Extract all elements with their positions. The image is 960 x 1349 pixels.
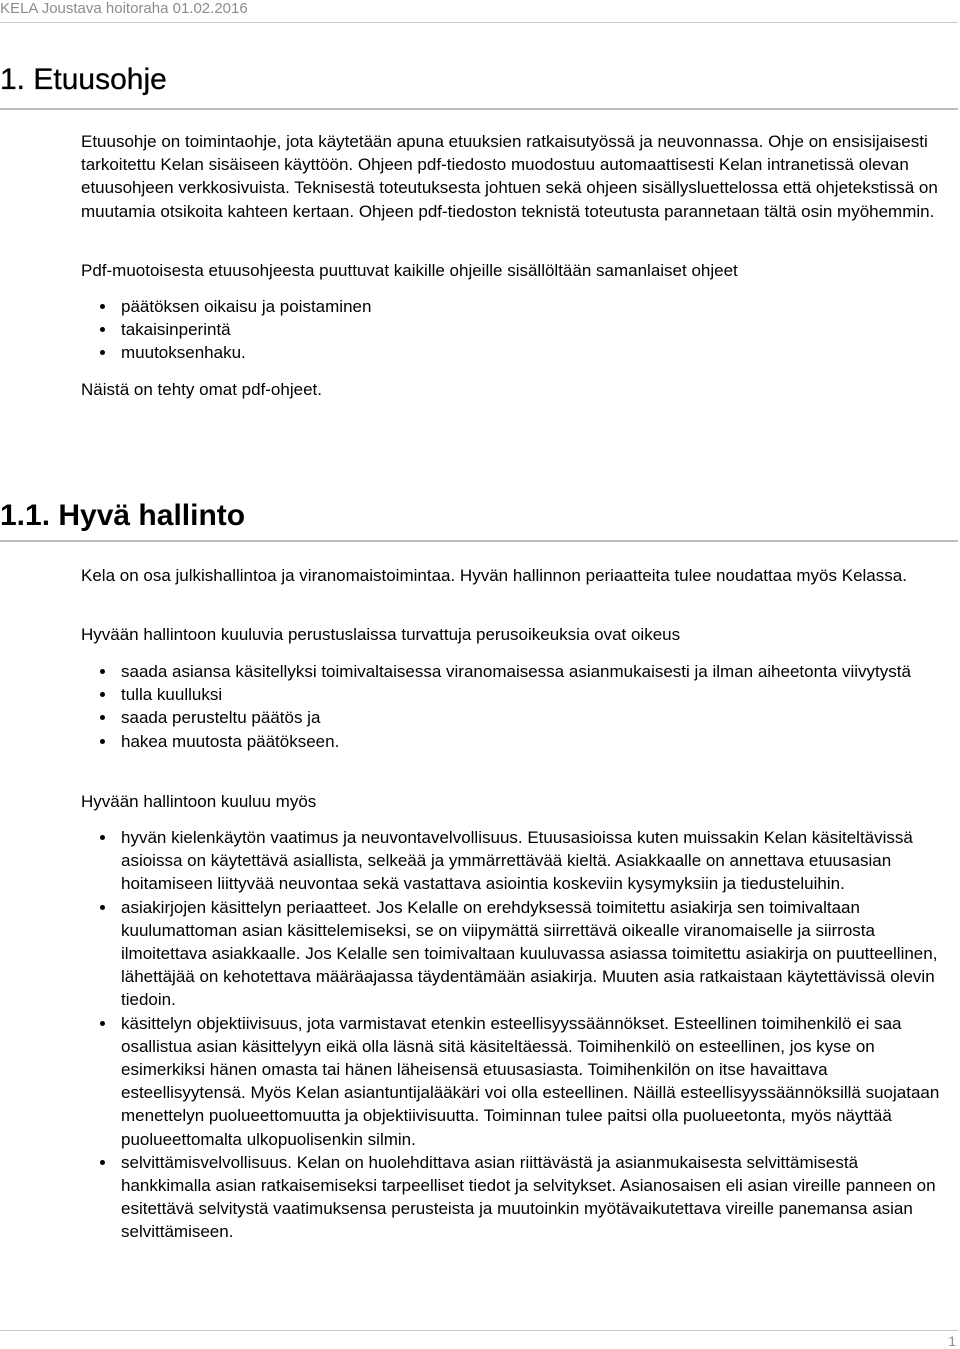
list-item: käsittelyn objektiivisuus, jota varmistavat etenkin esteellisyyssäännökset. Esteellinen toimihenkilö ei saa osallistua asian käsittelyyn eikä olla läsnä sitä käsiteltäessä. Toimihenkilö on esteellinen, jos kyse on esimerkiksi hänen omasta tai hänen läheisensä etuusasiasta. Toimihenkilön on itse havaittava esteellisyytensä. Myös Kelan asiantuntijalääkäri voi olla esteellinen. Näillä esteellisyyssäännöksillä suojataan menettelyn puolueettomuutta ja objektiivisuutta. Toiminnan tulee paitsi olla puolueetonta, myös näyttää puolueettomalta ulkopuolisenkin silmin. xyxy=(81,1012,947,1151)
bullet-icon xyxy=(100,304,105,309)
list-item: selvittämisvelvollisuus. Kelan on huolehdittava asian riittävästä ja asianmukaisesta selvittämisestä hankkimalla asian ratkaisemiseksi tarpeelliset tiedot ja selvitykset. Asianosaisen eli asian vireille panneen on esitettävä selvitystä vaatimuksensa perusteista ja muutoinkin myötävaikutettava vireille panemansa asian selvittämiseen. xyxy=(81,1151,947,1244)
header-divider xyxy=(0,22,958,23)
list-item: takaisinperintä xyxy=(81,318,947,341)
bullet-icon xyxy=(100,835,105,840)
bullet-icon xyxy=(100,350,105,355)
list-item: muutoksenhaku. xyxy=(81,341,947,364)
missing-guides-list xyxy=(81,295,947,365)
list-item: tulla kuulluksi xyxy=(81,683,947,706)
basic-rights-lead: Hyvään hallintoon kuuluvia perustuslaissa turvattuja perusoikeuksia ovat oikeus xyxy=(81,625,681,644)
bullet-icon xyxy=(100,1160,105,1165)
heading-etuusohje: 1. Etuusohje xyxy=(0,63,167,96)
running-header: KELA Joustava hoitoraha 01.02.2016 xyxy=(0,0,248,17)
intro-paragraph: Etuusohje on toimintaohje, jota käytetään apuna etuuksien ratkaisutyössä ja neuvonnassa. Ohje on ensisijaisesti tarkoitettu Kelan sisäiseen käyttöön. Ohjeen pdf-tiedosto muodostuu automaattisesti Kelan intranetissä olevan etuusohjeen verkkosivuista. Teknisestä toteutuksesta johtuen sekä ohjeen sisällysluettelossa että ohjetekstissä on muutamia otsikoita kahteen kertaan. Ohjeen pdf-tiedoston teknistä toteutusta parannetaan tältä osin myöhemmin. xyxy=(81,132,938,221)
list-item: hakea muutosta päätökseen. xyxy=(81,730,947,753)
basic-rights-list xyxy=(81,660,947,753)
heading-hyva-hallinto: 1.1. Hyvä hallinto xyxy=(0,499,246,532)
list-item: päätöksen oikaisu ja poistaminen xyxy=(81,295,947,318)
principles-list xyxy=(81,826,947,1244)
also-included-lead: Hyvään hallintoon kuuluu myös xyxy=(81,792,317,811)
heading-divider xyxy=(0,540,958,542)
bullet-icon xyxy=(100,692,105,697)
bullet-icon xyxy=(100,1021,105,1026)
bullet-icon xyxy=(100,669,105,674)
page-number: 1 xyxy=(948,1333,956,1349)
bullet-icon xyxy=(100,327,105,332)
good-governance-intro: Kela on osa julkishallintoa ja viranomaistoimintaa. Hyvän hallinnon periaatteita tulee noudattaa myös Kelassa. xyxy=(81,566,907,585)
bullet-icon xyxy=(100,715,105,720)
list-item: saada perusteltu päätös ja xyxy=(81,706,947,729)
list-item: saada asiansa käsitellyksi toimivaltaisessa viranomaisessa asianmukaisesti ja ilman aiheetonta viivytystä xyxy=(81,660,947,683)
heading-divider xyxy=(0,108,958,110)
footer-divider xyxy=(0,1330,958,1331)
list-item: hyvän kielenkäytön vaatimus ja neuvontavelvollisuus. Etuusasioissa kuten muissakin Kelan käsiteltävissä asioissa on käytettävä asiallista, selkeää ja ymmärrettävää kieltä. Asiakkaalle on annettava etuusasian hoitamiseen liittyvää neuvontaa sekä vastattava asiointia koskeviin kysymyksiin ja tiedusteluihin. xyxy=(81,826,947,896)
bullet-icon xyxy=(100,905,105,910)
list-item: asiakirjojen käsittelyn periaatteet. Jos Kelalle on erehdyksessä toimitettu asiakirja sen toimivaltaan kuulumattoman asian käsittelemiseksi, se on viipymättä siirrettävä oikealle viranomaiselle ja siirrosta ilmoitettava asiakkaalle. Jos Kelalle sen toimivaltaan kuuluvassa asiassa toimitettu asiakirja on puutteellinen, lähettäjää on kehotettava määräajassa täydentämään asiakirja. Muuten asia ratkaistaan käytettävissä olevin tiedoin. xyxy=(81,896,947,1012)
separate-pdf-note: Näistä on tehty omat pdf-ohjeet. xyxy=(81,380,322,399)
missing-guides-lead: Pdf-muotoisesta etuusohjeesta puuttuvat kaikille ohjeille sisällöltään samanlaiset ohjeet xyxy=(81,261,738,280)
bullet-icon xyxy=(100,739,105,744)
